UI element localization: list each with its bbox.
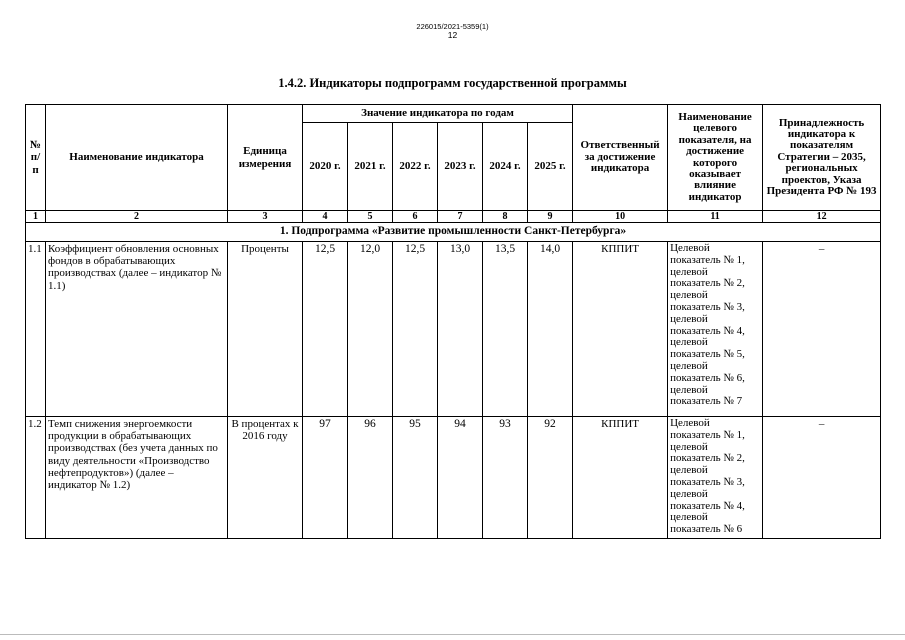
indicator-unit: В процентах к 2016 году [228, 417, 303, 539]
value-2021: 96 [348, 417, 393, 539]
indicator-name: Коэффициент обновления основных фондов в обрабатывающих производствах (далее – индикатор № 1.1) [46, 242, 228, 417]
column-number: 6 [393, 211, 438, 223]
value-2024: 93 [483, 417, 528, 539]
column-number: 11 [668, 211, 763, 223]
header-years-group: Значение индикатора по годам [303, 105, 573, 123]
column-number: 8 [483, 211, 528, 223]
row-num: 1.1 [26, 242, 46, 417]
responsible: КППИТ [573, 242, 668, 417]
header-name: Наименование индикатора [46, 105, 228, 211]
affiliation: – [763, 417, 881, 539]
value-2020: 97 [303, 417, 348, 539]
header-year-2020: 2020 г. [303, 123, 348, 211]
table-row [26, 242, 881, 417]
value-2025: 92 [528, 417, 573, 539]
column-number: 10 [573, 211, 668, 223]
header-num: № п/п [26, 105, 46, 211]
page-number: 12 [447, 30, 458, 40]
table-title: 1.4.2. Индикаторы подпрограмм государственной программы [278, 76, 627, 90]
target-indicators: Целевой показатель № 1, целевой показатель № 2, целевой показатель № 3, целевой показатель № 4, целевой показатель № 6 [668, 417, 763, 539]
header-responsible: Ответственный за достижение индикатора [573, 105, 668, 211]
header-year-2025: 2025 г. [528, 123, 573, 211]
value-2023: 13,0 [438, 242, 483, 417]
responsible: КППИТ [573, 417, 668, 539]
value-2024: 13,5 [483, 242, 528, 417]
value-2023: 94 [438, 417, 483, 539]
header-target-name: Наименование целевого показателя, на достижение которого оказывает влияние индикатор [668, 105, 763, 211]
table-row [26, 417, 881, 539]
registration-number: 226015/2021-5359(1) [416, 22, 489, 31]
column-number: 4 [303, 211, 348, 223]
row-num: 1.2 [26, 417, 46, 539]
value-2022: 95 [393, 417, 438, 539]
column-number: 2 [46, 211, 228, 223]
header-unit: Единица измерения [228, 105, 303, 211]
header-affiliation: Принадлежность индикатора к показателям Стратегии – 2035, региональных проектов, Указа Президента РФ № 193 [763, 105, 881, 211]
column-number: 1 [26, 211, 46, 223]
section-row [26, 223, 881, 242]
page-bottom-edge [0, 634, 905, 635]
value-2020: 12,5 [303, 242, 348, 417]
section-title: 1. Подпрограмма «Развитие промышленности Санкт-Петербурга» [26, 223, 881, 242]
column-number: 7 [438, 211, 483, 223]
document-registration-stamp [0, 22, 905, 40]
target-indicators: Целевой показатель № 1, целевой показатель № 2, целевой показатель № 3, целевой показатель № 4, целевой показатель № 5, целевой показатель № 6, целевой показатель № 7 [668, 242, 763, 417]
header-year-2024: 2024 г. [483, 123, 528, 211]
value-2025: 14,0 [528, 242, 573, 417]
header-year-2021: 2021 г. [348, 123, 393, 211]
value-2022: 12,5 [393, 242, 438, 417]
affiliation: – [763, 242, 881, 417]
column-number: 9 [528, 211, 573, 223]
column-number: 3 [228, 211, 303, 223]
column-number: 5 [348, 211, 393, 223]
value-2021: 12,0 [348, 242, 393, 417]
indicators-table [25, 104, 881, 539]
indicator-unit: Проценты [228, 242, 303, 417]
header-year-2023: 2023 г. [438, 123, 483, 211]
header-year-2022: 2022 г. [393, 123, 438, 211]
column-number-row [26, 211, 881, 223]
column-number: 12 [763, 211, 881, 223]
indicator-name: Темп снижения энергоемкости продукции в обрабатывающих производствах (без учета данных по виду деятельности «Производство нефтепродуктов») (далее – индикатор № 1.2) [46, 417, 228, 539]
